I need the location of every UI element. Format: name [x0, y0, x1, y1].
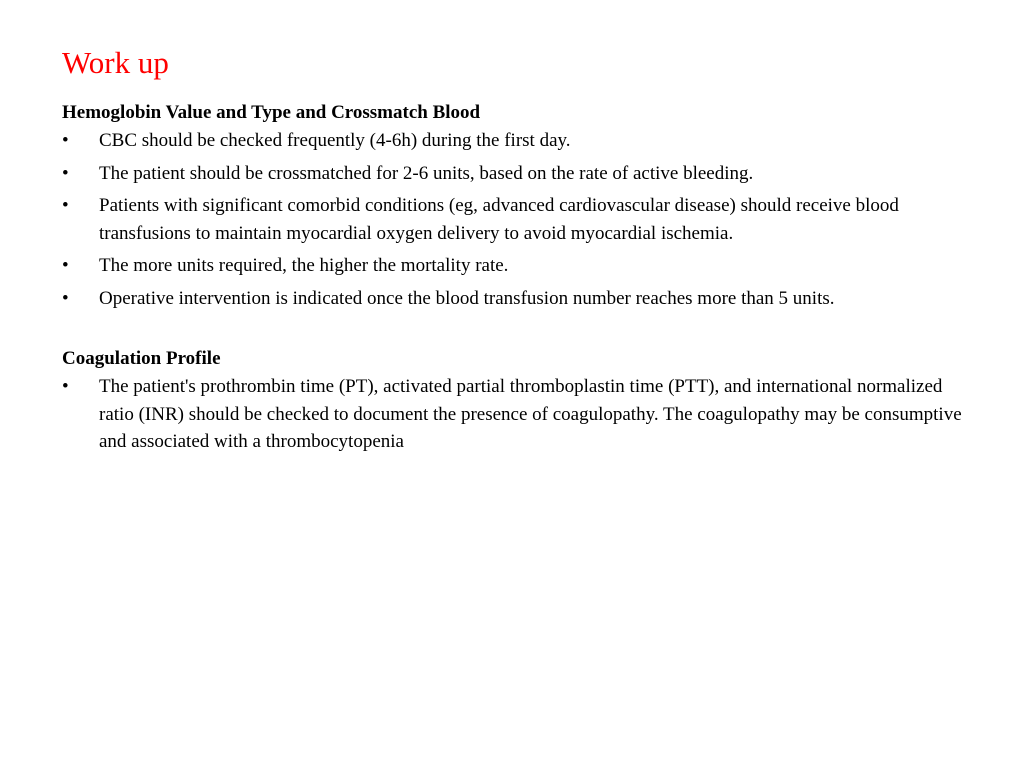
bullet-text: CBC should be checked frequently (4-6h) during the first day. — [99, 130, 571, 151]
slide-content — [62, 99, 962, 461]
section-heading: Coagulation Profile — [62, 348, 221, 369]
list-item — [62, 373, 962, 456]
bullet-list — [62, 373, 962, 456]
bullet-marker: • — [62, 287, 69, 309]
bullet-text: The more units required, the higher the mortality rate. — [99, 255, 509, 276]
list-item — [62, 192, 962, 247]
list-item — [62, 160, 962, 188]
bullet-marker: • — [62, 162, 69, 184]
bullet-marker: • — [62, 195, 69, 216]
bullet-text: Operative intervention is indicated once the blood transfusion number reaches more than 5 units. — [99, 287, 835, 309]
bullet-marker: • — [62, 255, 69, 276]
bullet-text: The patient's prothrombin time (PT), activated partial thromboplastin time (PTT), and international normalized ratio (INR) should be checked to document the presence of coagulopathy. The coagulopathy may be consumptive and associated with a thrombocytopenia — [99, 376, 962, 452]
bullet-marker: • — [62, 130, 69, 151]
bullet-list — [62, 127, 962, 312]
bullet-marker: • — [62, 376, 69, 397]
list-item — [62, 285, 962, 313]
bullet-text: The patient should be crossmatched for 2-6 units, based on the rate of active bleeding. — [99, 162, 754, 184]
section-coagulation — [62, 345, 962, 456]
list-item — [62, 252, 962, 280]
bullet-text: Patients with significant comorbid conditions (eg, advanced cardiovascular disease) should receive blood transfusions to maintain myocardial oxygen delivery to avoid myocardial ischemia. — [99, 195, 899, 244]
section-spacer — [62, 317, 962, 345]
section-heading: Hemoglobin Value and Type and Crossmatch Blood — [62, 102, 481, 123]
slide-title: Work up — [62, 45, 169, 80]
list-item — [62, 127, 962, 155]
section-hemoglobin — [62, 99, 962, 312]
